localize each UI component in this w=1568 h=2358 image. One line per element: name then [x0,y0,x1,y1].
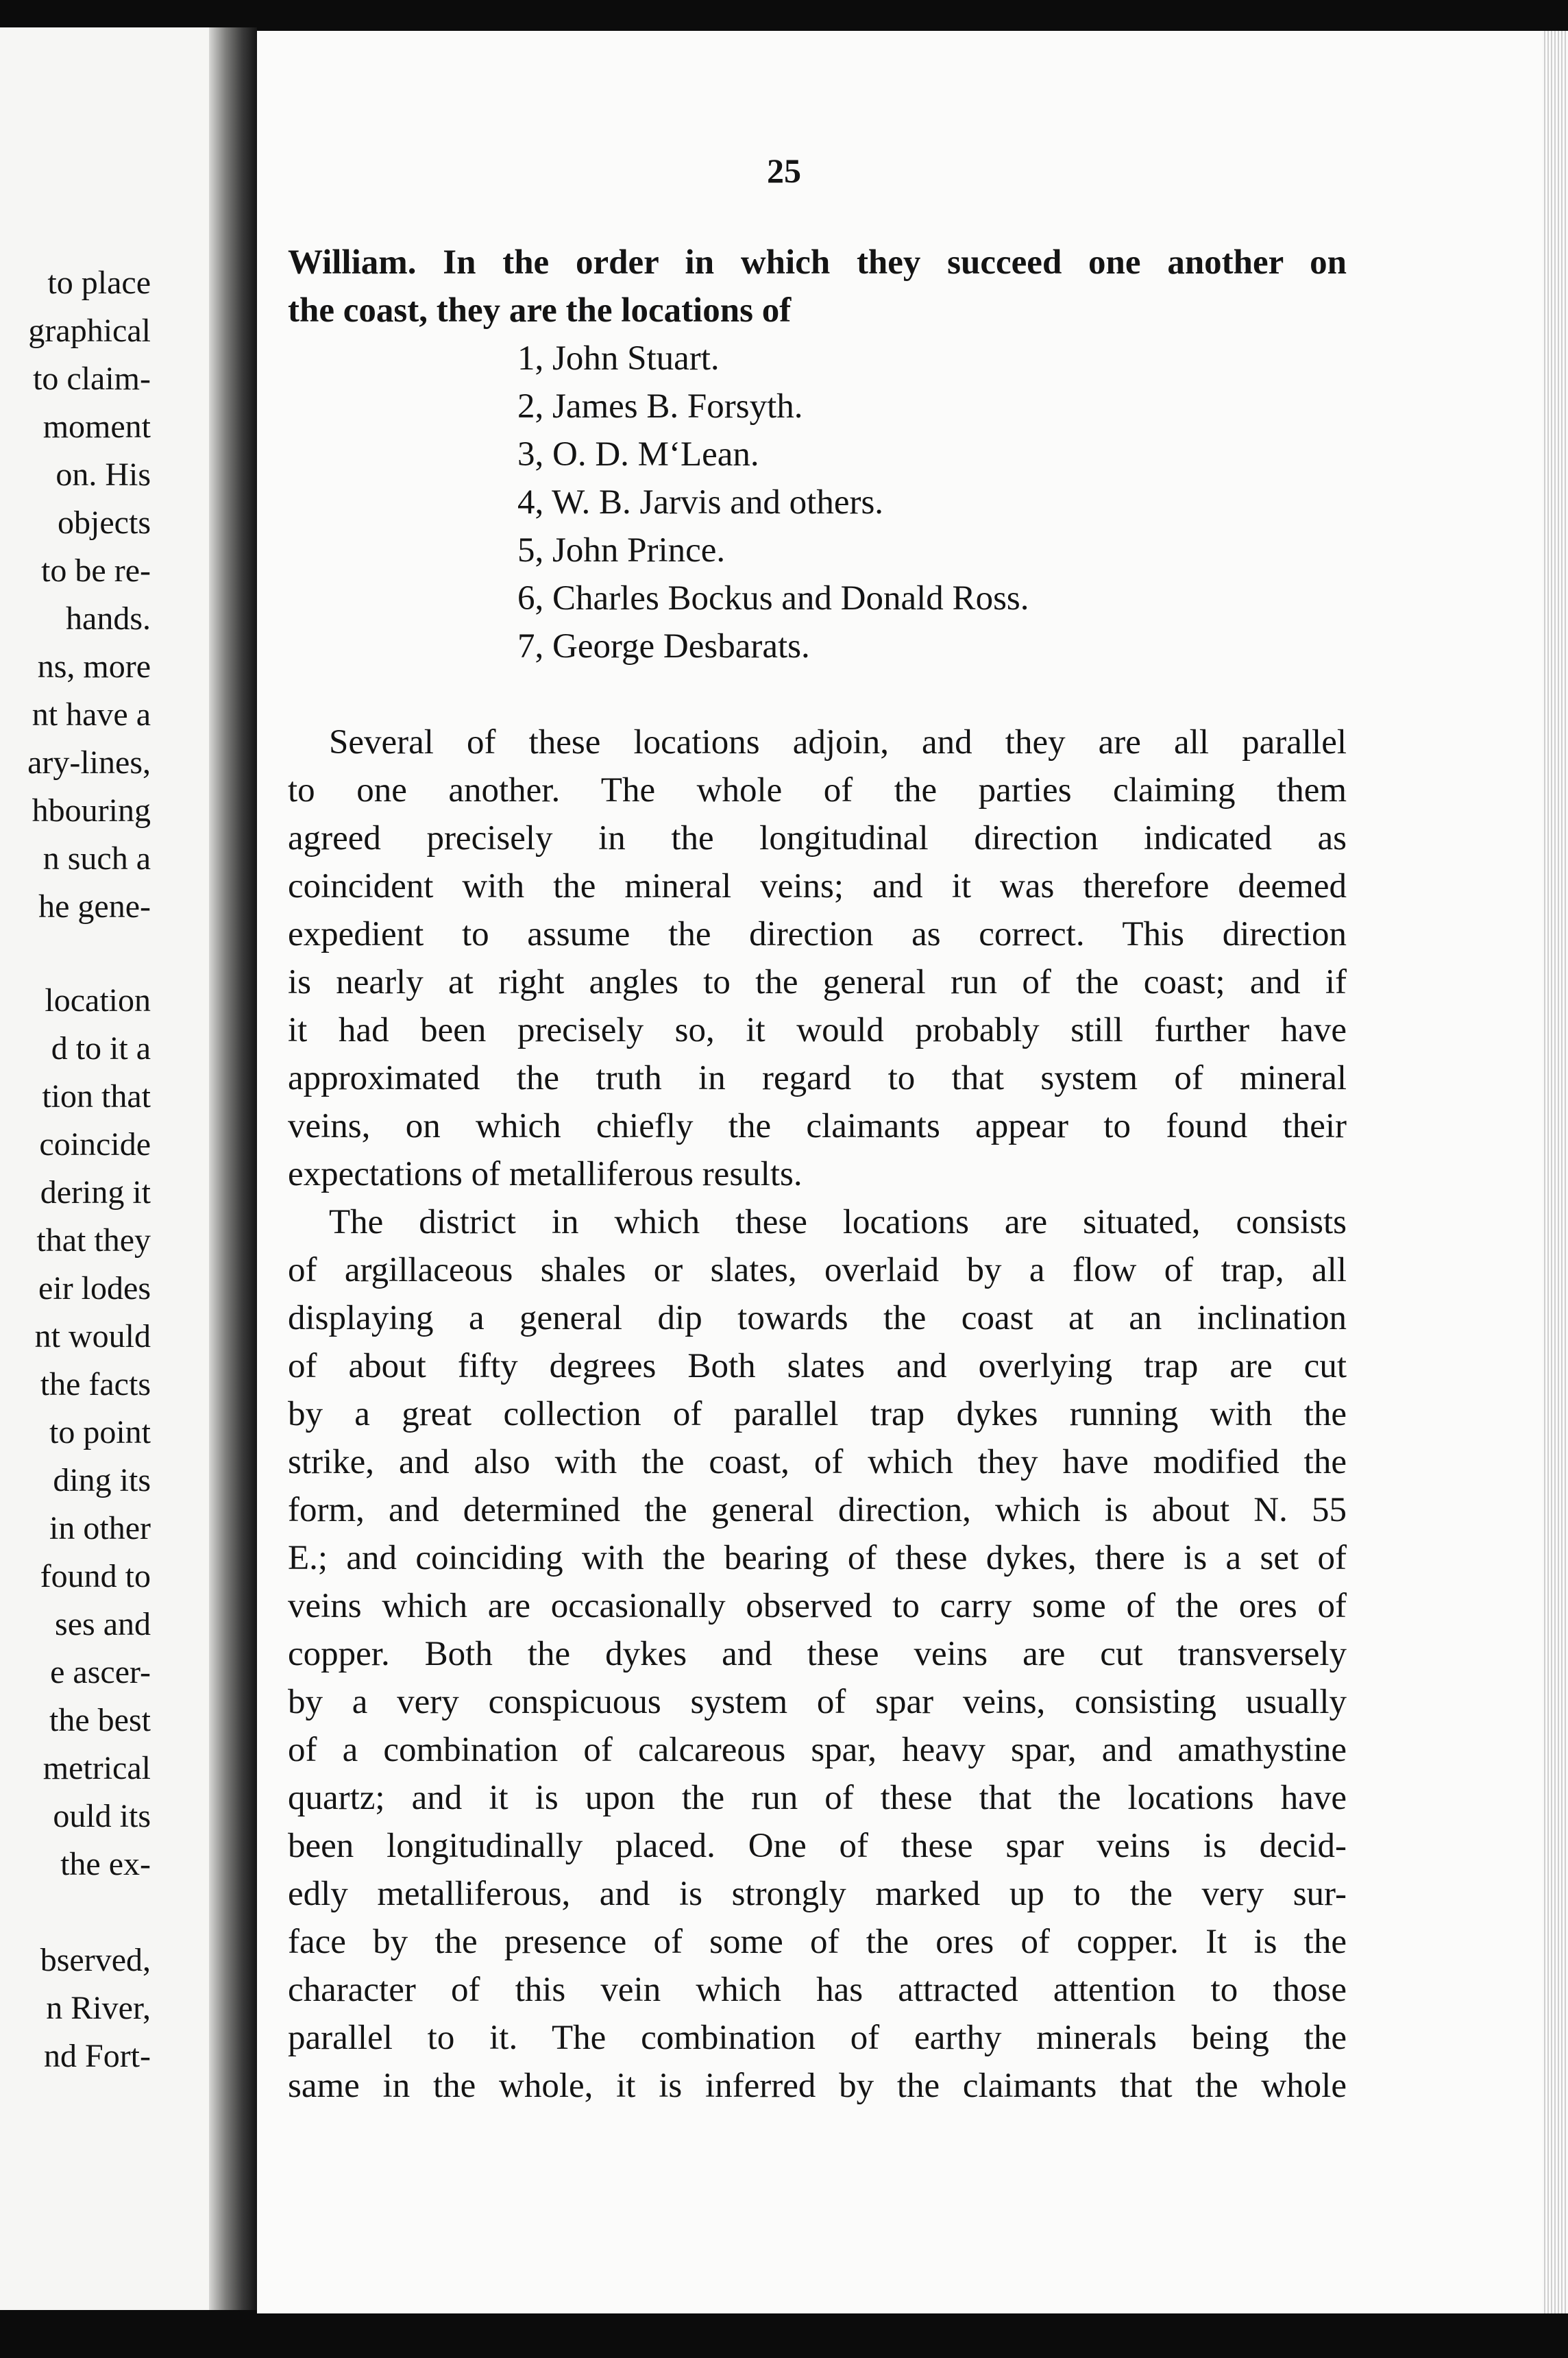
text-line: same in the whole, it is inferred by the claimants that the whole [288,2067,1347,2105]
text-line: quartz; and it is upon the run of these that the locations have [288,1779,1347,1817]
text-line: Several of these locations adjoin, and they are all parallel [329,723,1347,762]
text-line: approximated the truth in regard to that system of mineral [288,1059,1347,1097]
left-page-line: the ex- [60,1846,151,1882]
text-line: is nearly at right angles to the general run of the coast; and if [288,963,1347,1001]
text-line: to one another. The whole of the parties claiming them [288,771,1347,810]
text-line: E.; and coinciding with the bearing of these dykes, there is a set of [288,1539,1347,1577]
left-page-line: to be re- [41,552,151,589]
left-page-line: graphical [28,313,151,349]
location-item: 2, James B. Forsyth. [517,387,803,426]
left-page-line: objects [58,505,151,541]
text-line: expedient to assume the direction as correct. This direction [288,915,1347,953]
left-page-line: coincide [39,1126,151,1163]
left-page-line: nt would [34,1318,151,1354]
text-line: copper. Both the dykes and these veins are cut transversely [288,1635,1347,1673]
left-page-line: ding its [53,1462,151,1498]
text-line: by a great collection of parallel trap dykes running with the [288,1395,1347,1433]
left-page-line: to place [47,265,151,301]
left-page-line: ary-lines, [27,744,151,781]
left-page-line: moment [42,409,151,445]
left-page-line: e ascer- [50,1654,151,1690]
page-edges [1542,31,1568,2313]
text-line: character of this vein which has attracted attention to those [288,1971,1347,2009]
left-page-line: metrical [42,1750,151,1786]
left-page-line: hbouring [32,792,151,829]
location-item: 1, John Stuart. [517,339,720,378]
text-line: the coast, they are the locations of [288,291,792,330]
text-line: been longitudinally placed. One of these spar veins is decid- [288,1827,1347,1865]
left-page-line: in other [49,1510,151,1546]
left-page-fragment [0,27,209,2310]
location-item: 6, Charles Bockus and Donald Ross. [517,579,1029,618]
page-number: 25 [767,151,801,190]
text-line: of a combination of calcareous spar, heavy spar, and amathystine [288,1731,1347,1769]
left-page-line: hands. [66,600,151,637]
text-line: veins which are occasionally observed to carry some of the ores of [288,1587,1347,1625]
location-item: 3, O. D. M‘Lean. [517,435,759,474]
text-line: agreed precisely in the longitudinal direction indicated as [288,819,1347,858]
location-item: 5, John Prince. [517,531,726,570]
text-line: of about fifty degrees Both slates and overlying trap are cut [288,1347,1347,1385]
text-line: displaying a general dip towards the coast at an inclination [288,1299,1347,1337]
location-item: 4, W. B. Jarvis and others. [517,483,884,522]
left-page-line: the facts [40,1366,151,1402]
left-page-line: that they [36,1222,151,1259]
text-line: parallel to it. The combination of earthy minerals being the [288,2019,1347,2057]
text-line: form, and determined the general direction, which is about N. 55 [288,1491,1347,1529]
left-page-line: ns, more [37,648,151,685]
text-line: strike, and also with the coast, of which they have modified the [288,1443,1347,1481]
left-page-line: on. His [56,457,151,493]
left-page-line: to claim- [33,361,151,397]
text-line: William. In the order in which they succeed one another on [288,243,1347,282]
left-page-line: d to it a [51,1030,151,1067]
left-page-line: nd Fort- [44,2038,151,2074]
text-line: face by the presence of some of the ores of copper. It is the [288,1923,1347,1961]
text-line: by a very conspicuous system of spar veins, consisting usually [288,1683,1347,1721]
left-page-line: found to [40,1558,151,1594]
text-line: expectations of metalliferous results. [288,1155,803,1193]
left-page-line: location [45,982,151,1019]
text-line: coincident with the mineral veins; and it was therefore deemed [288,867,1347,905]
left-page-line: to point [49,1414,151,1450]
left-page-line: the best [49,1702,151,1738]
left-page-line: nt have a [32,696,151,733]
left-page-line: n such a [42,840,151,877]
text-line: it had been precisely so, it would probably still further have [288,1011,1347,1049]
left-page-line: bserved, [40,1942,151,1978]
text-line: The district in which these locations are situated, consists [329,1203,1347,1241]
left-page-line: dering it [40,1174,151,1211]
text-line: veins, on which chiefly the claimants appear to found their [288,1107,1347,1145]
left-page-line: n River, [46,1990,151,2026]
left-page-line: tion that [42,1078,151,1115]
left-page-line: ses and [55,1606,151,1642]
text-line: edly metalliferous, and is strongly marked up to the very sur- [288,1875,1347,1913]
left-page-line: eir lodes [38,1270,151,1306]
left-page-line: he gene- [38,888,151,925]
location-item: 7, George Desbarats. [517,627,810,666]
left-page-line: ould its [53,1798,151,1834]
text-line: of argillaceous shales or slates, overlaid by a flow of trap, all [288,1251,1347,1289]
book-gutter [209,27,257,2310]
